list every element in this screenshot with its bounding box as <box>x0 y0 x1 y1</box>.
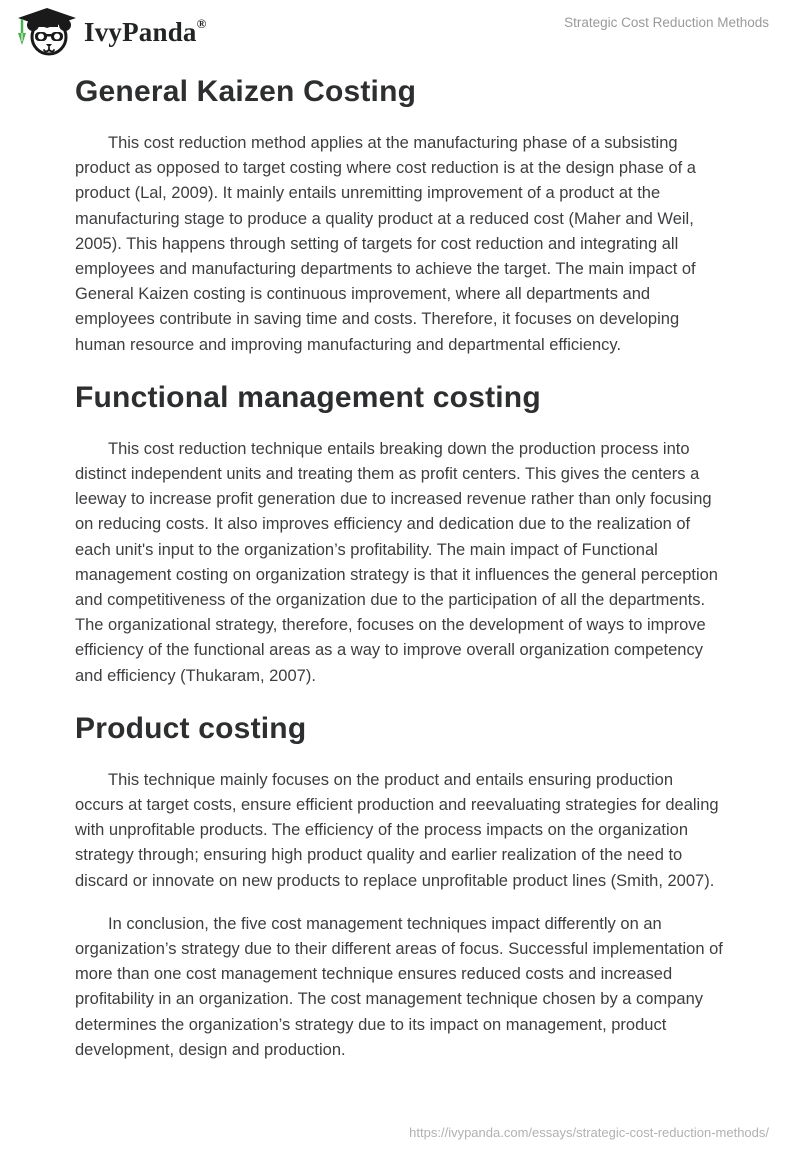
brand-text: IvyPanda <box>84 17 197 47</box>
paragraph: This cost reduction method applies at the manufacturing phase of a subsisting product as opposed to target costing where cost reduction is at the design phase of a product (Lal, 2009). It mainly entails unremitting improvement of a product at the manufacturing stage to produce a quality product at a reduced cost (Maher and Weil, 2005). This happens through setting of targets for cost reduction and integrating all employees and manufacturing departments to achieve the target. The main impact of General Kaizen costing is continuous improvement, where all departments and employees contribute in saving time and costs. Therefore, it focuses on developing human resource and improving manufacturing and departmental efficiency. <box>75 134 696 354</box>
document-title: Strategic Cost Reduction Methods <box>564 15 769 30</box>
section-heading: Product costing <box>75 711 307 745</box>
section-functional-management-costing <box>75 380 725 689</box>
panda-graduate-icon <box>14 7 78 57</box>
paragraph: This cost reduction technique entails breaking down the production process into distinct independent units and treating them as profit centers. This gives the centers a leeway to increase profit generation due to increased revenue rather than only focusing on reducing costs. It also improves efficiency and dedication due to the realization of each unit's input to the organization’s profitability. The main impact of Functional management costing on organization strategy is that it influences the general perception and competitiveness of the organization due to the participation of all the departments. The organizational strategy, therefore, focuses on the development of ways to improve efficiency of the functional areas as a way to improve overall organization competency and efficiency (Thukaram, 2007). <box>75 439 718 685</box>
registered-mark: ® <box>196 16 207 31</box>
page-header <box>0 0 800 62</box>
paragraph-conclusion: In conclusion, the five cost management techniques impact differently on an organization’s strategy due to their different areas of focus. Successful implementation of more than one cost management technique ensures reduced costs and increased profitability in an organization. The cost management technique chosen by a company determines the organization’s strategy due to its impact on management, product development, design and production. <box>75 914 723 1059</box>
page-footer <box>409 1125 769 1140</box>
brand-name <box>84 16 207 48</box>
section-heading: Functional management costing <box>75 380 541 414</box>
brand <box>14 7 207 57</box>
section-product-costing <box>75 711 725 1063</box>
section-heading: General Kaizen Costing <box>75 75 417 108</box>
document-body <box>75 62 725 1081</box>
source-url[interactable]: https://ivypanda.com/essays/strategic-cost-reduction-methods/ <box>409 1125 769 1140</box>
paragraph: This technique mainly focuses on the product and entails ensuring production occurs at target costs, ensure efficient production and reevaluating strategies for dealing with unprofitable products. The efficiency of the process impacts on the organization strategy through; ensuring high product quality and earlier realization of the need to discard or innovate on new products to replace unprofitable product lines (Smith, 2007). <box>75 770 719 890</box>
section-general-kaizen-costing <box>75 74 725 358</box>
